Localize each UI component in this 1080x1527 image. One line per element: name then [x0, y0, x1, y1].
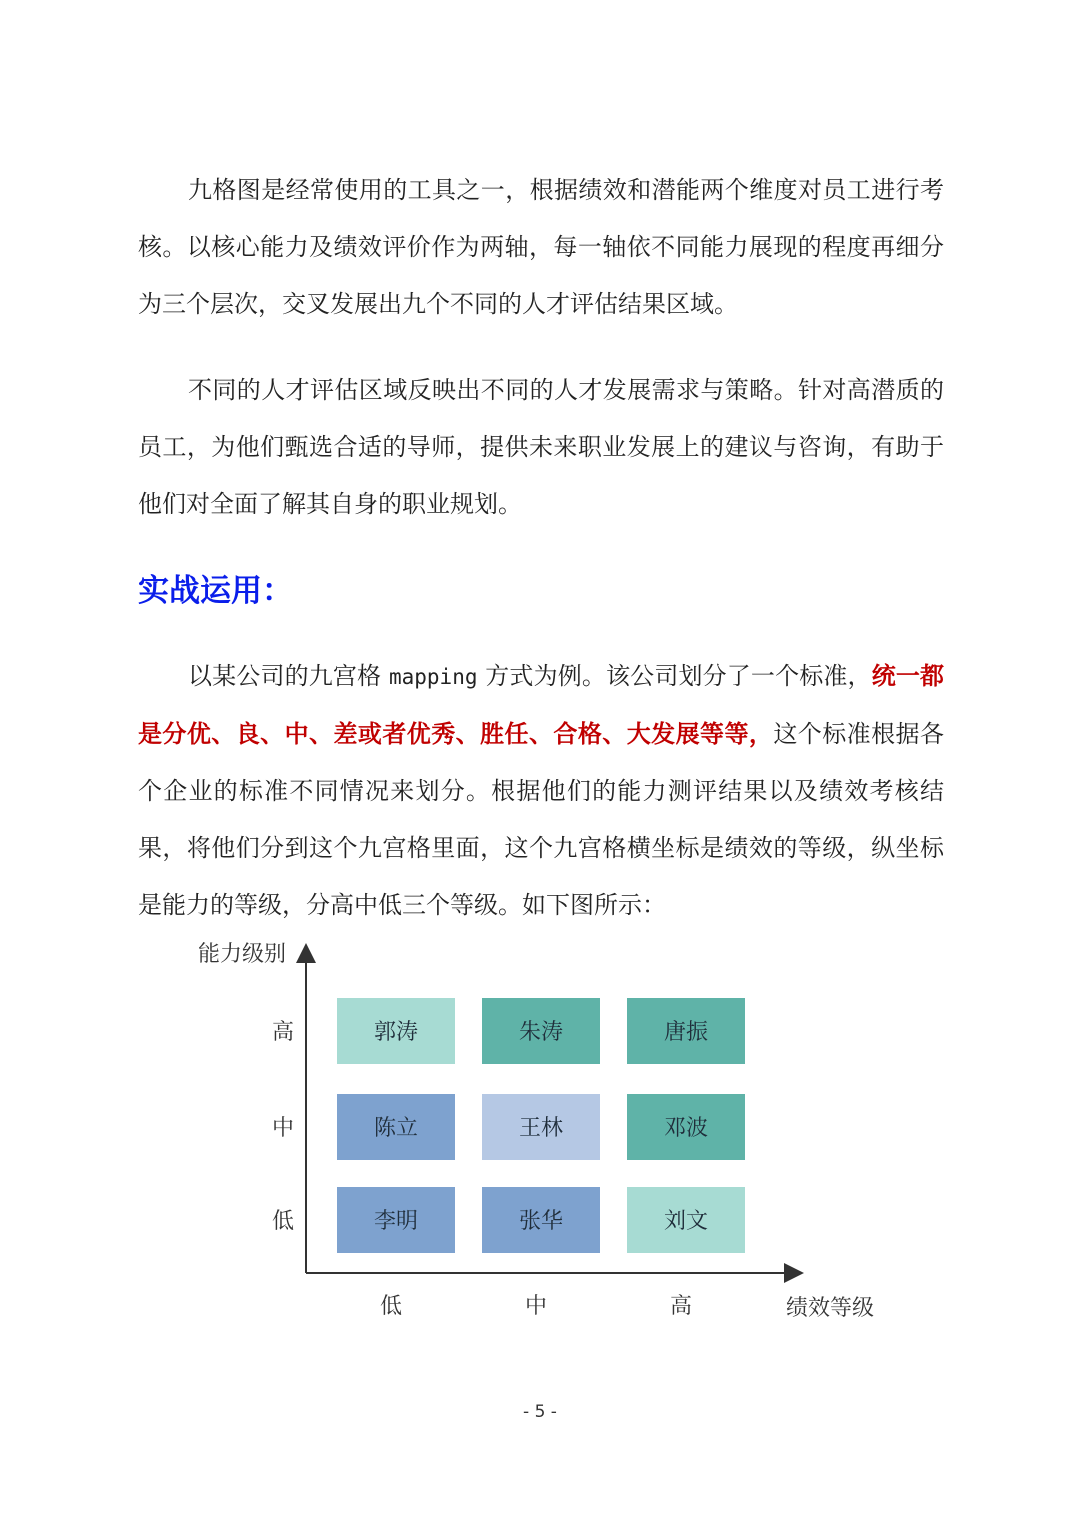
grid-cell-name: 郭涛 — [373, 1020, 419, 1045]
grid-cell-name: 王林 — [518, 1116, 564, 1141]
example-text-2: 方式为例。该公司划分了一个标准， — [485, 662, 872, 690]
grid-cell-name: 陈立 — [373, 1116, 419, 1141]
x-tick-label: 低 — [379, 1294, 403, 1319]
x-axis-title: 绩效等级 — [786, 1296, 875, 1321]
mapping-term: mapping — [388, 665, 478, 689]
y-axis-title: 能力级别 — [198, 942, 287, 967]
grid-cell-name: 邓波 — [663, 1116, 709, 1141]
section-heading: 实战运用： — [138, 573, 293, 609]
grid-cell-name: 李明 — [373, 1209, 419, 1234]
intro-paragraph: 九格图是经常使用的工具之一，根据绩效和潜能两个维度对员工进行考核。以核心能力及绩效评价作为两轴，每一轴依不同能力展现的程度再细分为三个层次，交叉发展出九个不同的人才评估结果区域。 — [138, 176, 944, 318]
strategy-paragraph: 不同的人才评估区域反映出不同的人才发展需求与策略。针对高潜质的员工，为他们甄选合适的导师，提供未来职业发展上的建议与咨询，有助于他们对全面了解其自身的职业规划。 — [138, 376, 944, 518]
highlighted-standard: 统一都是分优、良、中、差或者优秀、胜任、合格、大发展等等， — [138, 662, 944, 748]
example-paragraph — [138, 648, 944, 934]
x-tick-label: 高 — [669, 1294, 693, 1319]
grid-cell-name: 唐振 — [663, 1020, 709, 1045]
grid-cell-name: 刘文 — [663, 1209, 709, 1234]
y-tick-label: 高 — [271, 1020, 295, 1045]
grid-cell-name: 朱涛 — [518, 1020, 564, 1045]
nine-box-chart — [186, 935, 898, 1323]
x-tick-label: 中 — [524, 1294, 548, 1319]
example-text-1: 以某公司的九宫格 — [188, 662, 382, 690]
example-text-3: 这个标准根据各个企业的标准不同情况来划分。根据他们的能力测评结果以及绩效考核结果，将他们分到这个九宫格里面，这个九宫格横坐标是绩效的等级，纵坐标是能力的等级，分高中低三个等级。如下图所示： — [138, 720, 944, 919]
grid-cell-name: 张华 — [518, 1209, 564, 1234]
page-number: - 5 - — [523, 1402, 557, 1422]
y-tick-label: 中 — [271, 1116, 295, 1141]
y-tick-label: 低 — [271, 1209, 295, 1234]
